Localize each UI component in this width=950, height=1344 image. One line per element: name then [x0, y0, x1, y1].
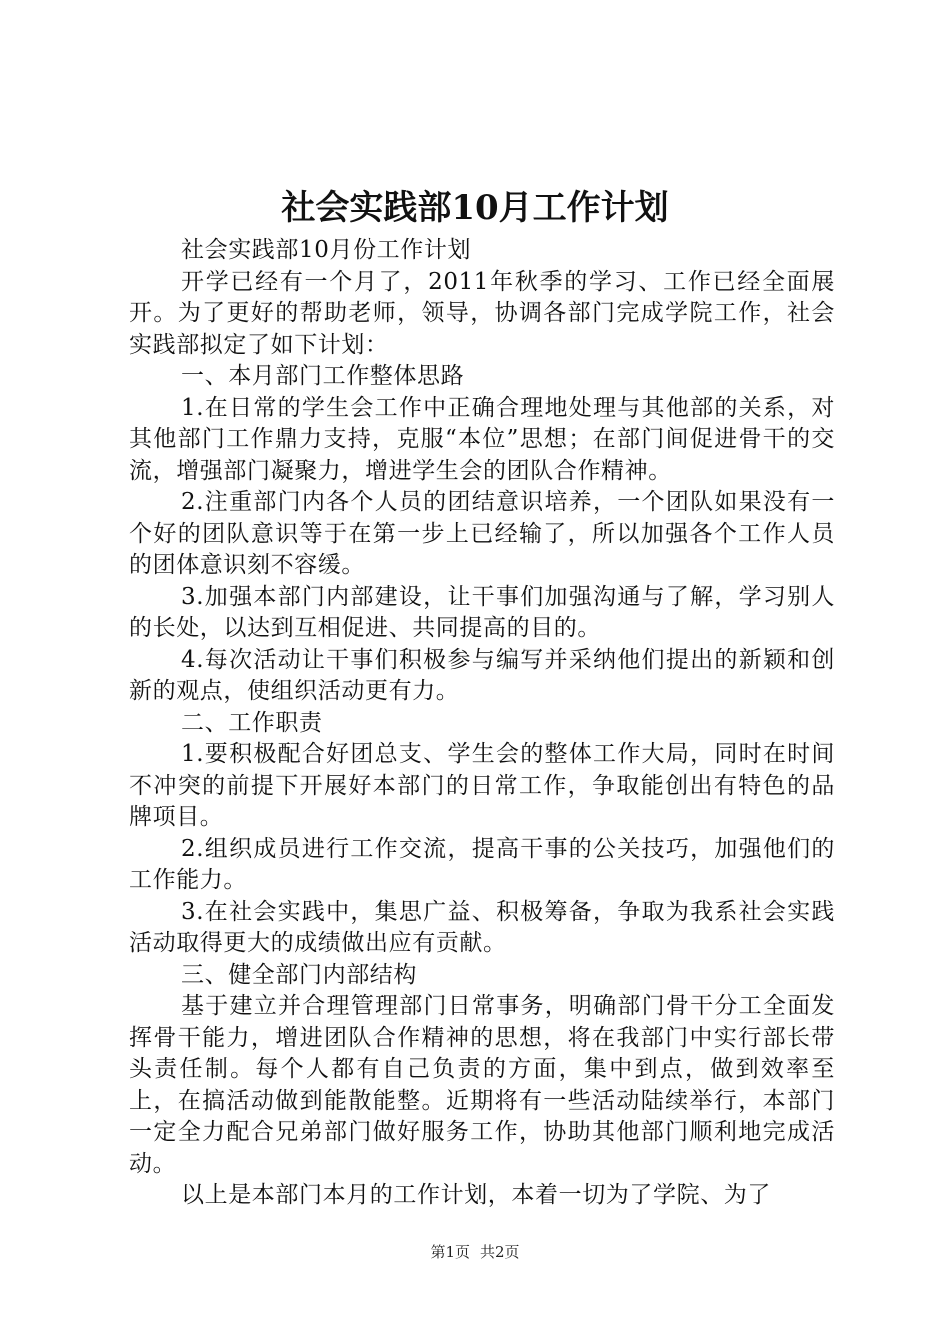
document-body — [129, 235, 835, 1212]
paragraph-subtitle: 社会实践部10月份工作计划 — [181, 237, 472, 263]
paragraph-item: 3.在社会实践中，集思广益、积极筹备，争取为我系社会实践活动取得更大的成绩做出应有贡献。 — [129, 898, 835, 956]
paragraph-item: 1.在日常的学生会工作中正确合理地处理与其他部的关系，对其他部门工作鼎力支持，克服“本位”思想；在部门间促进骨干的交流，增强部门凝聚力，增进学生会的团队合作精神。 — [129, 394, 835, 484]
document-title: 社会实践部10月工作计划 — [281, 188, 669, 228]
section-heading-3: 三、健全部门内部结构 — [181, 961, 417, 988]
page-number: 第1页 — [430, 1243, 470, 1261]
paragraph-item: 3.加强本部门内部建设，让干事们加强沟通与了解，学习别人的长处，以达到互相促进、共同提高的目的。 — [129, 583, 835, 641]
section-heading-2: 二、工作职责 — [181, 709, 323, 736]
paragraph-closing: 以上是本部门本月的工作计划，本着一切为了学院、为了 — [181, 1182, 771, 1208]
paragraph-structure: 基于建立并合理管理部门日常事务，明确部门骨干分工全面发挥骨干能力，增进团队合作精神的思想，将在我部门中实行部长带头责任制。每个人都有自己负责的方面，集中到点，做到效率至上，在搞活动做到能散能整。近期将有一些活动陆续举行，本部门一定全力配合兄弟部门做好服务工作，协助其他部门顺利地完成活动。 — [129, 993, 835, 1177]
page-footer — [0, 1242, 950, 1262]
paragraph-intro: 开学已经有一个月了，2011年秋季的学习、工作已经全面展开。为了更好的帮助老师，领导，协调各部门完成学院工作，社会实践部拟定了如下计划： — [129, 268, 835, 358]
paragraph-item: 2.注重部门内各个人员的团结意识培养，一个团队如果没有一个好的团队意识等于在第一步上已经输了，所以加强各个工作人员的团体意识刻不容缓。 — [129, 489, 835, 578]
paragraph-item: 2.组织成员进行工作交流，提高干事的公关技巧，加强他们的工作能力。 — [129, 835, 835, 893]
page-total: 共2页 — [480, 1243, 520, 1261]
paragraph-item: 1.要积极配合好团总支、学生会的整体工作大局，同时在时间不冲突的前提下开展好本部门的日常工作，争取能创出有特色的品牌项目。 — [129, 741, 835, 830]
section-heading-1: 一、本月部门工作整体思路 — [181, 363, 465, 389]
paragraph-item: 4.每次活动让干事们积极参与编写并采纳他们提出的新颖和创新的观点，使组织活动更有力。 — [129, 646, 835, 704]
